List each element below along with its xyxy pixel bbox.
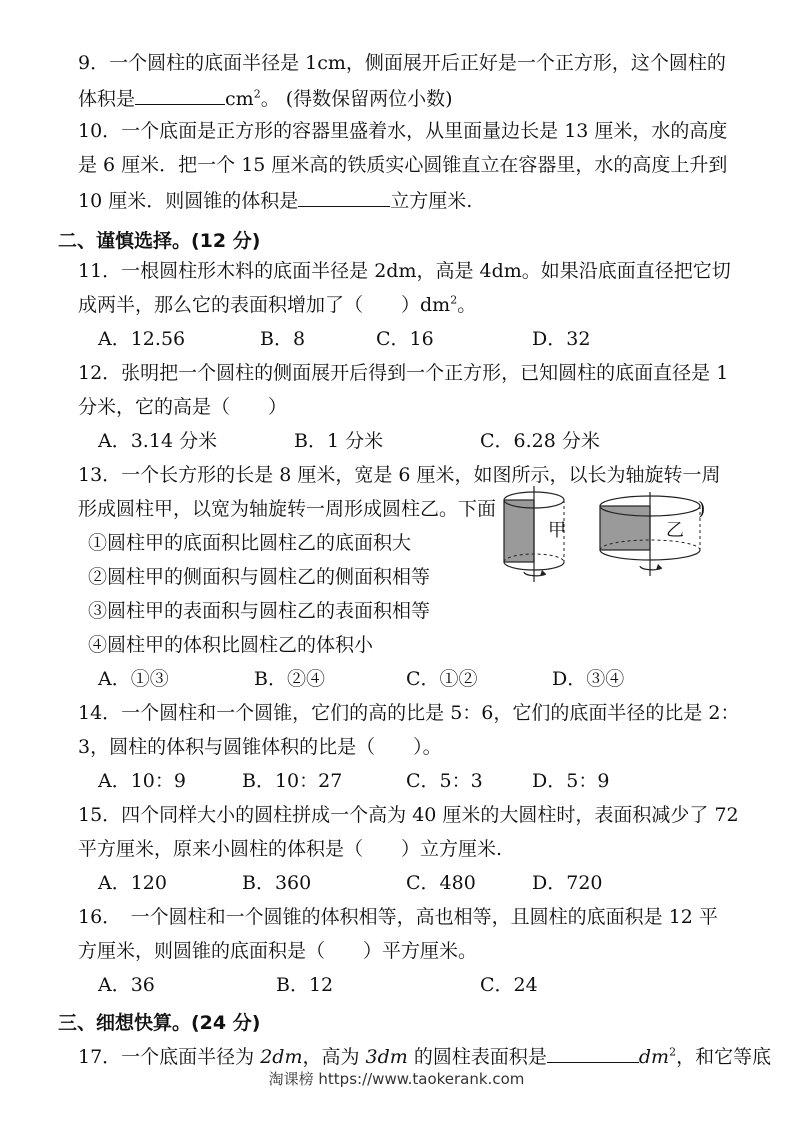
option-c[interactable]: C．16	[376, 328, 434, 350]
q9-unit: cm	[225, 88, 254, 110]
section-title: 三、细想快算。(24 分)	[58, 1012, 261, 1034]
statement-3: ③圆柱甲的表面积与圆柱乙的表面积相等	[88, 600, 431, 622]
q17-mid2: 的圆柱表面积是	[407, 1046, 547, 1068]
option-b[interactable]: B．10：27	[242, 770, 343, 792]
q17-height: 3dm	[365, 1046, 408, 1068]
q10-line1: 10．一个底面是正方形的容器里盛着水，从里面量边长是 13 厘米，水的高度	[78, 120, 728, 142]
q11-options	[98, 326, 738, 352]
q10-line3-pre: 10 厘米．则圆锥的体积是	[78, 190, 299, 212]
q9-line2	[78, 84, 453, 112]
option-c[interactable]: C．480	[406, 872, 476, 894]
option-d[interactable]: D．32	[532, 328, 591, 350]
statement-2: ②圆柱甲的侧面积与圆柱乙的侧面积相等	[88, 566, 431, 588]
q10-line3	[78, 186, 472, 214]
shaded-rectangle	[504, 500, 534, 562]
option-c[interactable]: C．①②	[406, 668, 478, 690]
option-a[interactable]: A．①③	[98, 668, 169, 690]
option-d[interactable]: D．720	[532, 872, 603, 894]
shaded-rectangle	[600, 506, 650, 550]
q10-line2: 是 6 厘米．把一个 15 厘米高的铁质实心圆锥直立在容器里，水的高度上升到	[78, 154, 728, 176]
q15-line2: 平方厘米，原来小圆柱的体积是（ ）立方厘米.	[78, 838, 503, 860]
footer-watermark: 淘课榜 https://www.taokerank.com	[268, 1070, 525, 1088]
q15-options	[98, 870, 738, 896]
q13-options	[98, 666, 738, 692]
q16-line2: 方厘米，则圆锥的底面积是（ ）平方厘米。	[78, 940, 478, 962]
section-title: 二、谨慎选择。(12 分)	[58, 230, 261, 252]
answer-blank[interactable]	[135, 84, 225, 105]
option-d[interactable]: D．5：9	[532, 770, 610, 792]
q16-options	[98, 972, 738, 998]
option-b[interactable]: B．12	[276, 974, 334, 996]
option-c[interactable]: C．6.28 分米	[480, 430, 600, 452]
q17-radius: 2dm	[260, 1046, 303, 1068]
option-b[interactable]: B．②④	[254, 668, 325, 690]
q11-line1: 11．一根圆柱形木料的底面半径是 2dm，高是 4dm。如果沿底面直径把它切	[78, 260, 731, 282]
q9-line2-post: 。 (得数保留两位小数)	[260, 88, 453, 110]
option-a[interactable]: A．120	[98, 872, 167, 894]
q17-unit: dm	[638, 1046, 670, 1068]
q17-post: ，和它等底	[676, 1046, 772, 1068]
q17-line1	[78, 1042, 771, 1070]
q12-line1: 12．张明把一个圆柱的侧面展开后得到一个正方形，已知圆柱的底面直径是 1	[78, 362, 729, 384]
q11-line2-pre: 成两半，那么它的表面积增加了（ ）dm	[78, 294, 451, 316]
option-c[interactable]: C．5：3	[406, 770, 483, 792]
q9-unit-sup: 2	[253, 87, 261, 101]
q15-line1: 15．四个同样大小的圆柱拼成一个高为 40 厘米的大圆柱时，表面积减少了 72	[78, 804, 739, 826]
q9-line1: 9．一个圆柱的底面半径是 1cm，侧面展开后正好是一个正方形，这个圆柱的	[78, 52, 726, 74]
q11-line2	[78, 292, 476, 318]
q17-sup: 2	[669, 1045, 677, 1059]
option-b[interactable]: B．360	[242, 872, 312, 894]
option-c[interactable]: C．24	[480, 974, 538, 996]
option-d[interactable]: D．③④	[552, 668, 625, 690]
cylinder-jia	[504, 486, 566, 582]
option-a[interactable]: A．12.56	[98, 328, 186, 350]
option-a[interactable]: A．36	[98, 974, 155, 996]
cylinder-yi	[600, 492, 700, 576]
option-b[interactable]: B．1 分米	[294, 430, 384, 452]
q12-options	[98, 428, 738, 454]
answer-blank[interactable]	[547, 1042, 639, 1063]
answer-blank[interactable]	[298, 186, 390, 207]
statement-1: ①圆柱甲的底面积比圆柱乙的底面积大	[88, 532, 412, 554]
q13-line1: 13．一个长方形的长是 8 厘米，宽是 6 厘米，如图所示，以长为轴旋转一周	[78, 464, 721, 486]
cylinders-figure	[496, 484, 736, 584]
q12-line2: 分米，它的高是（ ）	[78, 396, 288, 418]
q10-line3-post: 立方厘米.	[390, 190, 473, 212]
q13-line2-tail: )	[698, 498, 706, 520]
option-a[interactable]: A．10：9	[98, 770, 186, 792]
label-jia: 甲	[548, 520, 566, 541]
q14-options	[98, 768, 738, 794]
q16-line1: 16． 一个圆柱和一个圆锥的体积相等，高也相等，且圆柱的底面积是 12 平	[78, 906, 718, 928]
q11-sup: 2	[450, 293, 458, 307]
option-a[interactable]: A．3.14 分米	[98, 430, 218, 452]
label-yi: 乙	[666, 520, 684, 541]
q14-line1: 14．一个圆柱和一个圆锥，它们的高的比是 5：6，它们的底面半径的比是 2：	[78, 702, 740, 724]
q17-mid: ，高为	[302, 1046, 366, 1068]
q17-pre: 17．一个底面半径为	[78, 1046, 261, 1068]
q13-line2: 形成圆柱甲，以宽为轴旋转一周形成圆柱乙。下面	[78, 498, 497, 520]
option-b[interactable]: B．8	[260, 328, 306, 350]
q9-line2-pre: 体积是	[78, 88, 136, 110]
q14-line2: 3，圆柱的体积与圆锥体积的比是（ ）。	[78, 736, 442, 758]
q11-line2-post: 。	[457, 294, 477, 316]
statement-4: ④圆柱甲的体积比圆柱乙的体积小	[88, 634, 374, 656]
